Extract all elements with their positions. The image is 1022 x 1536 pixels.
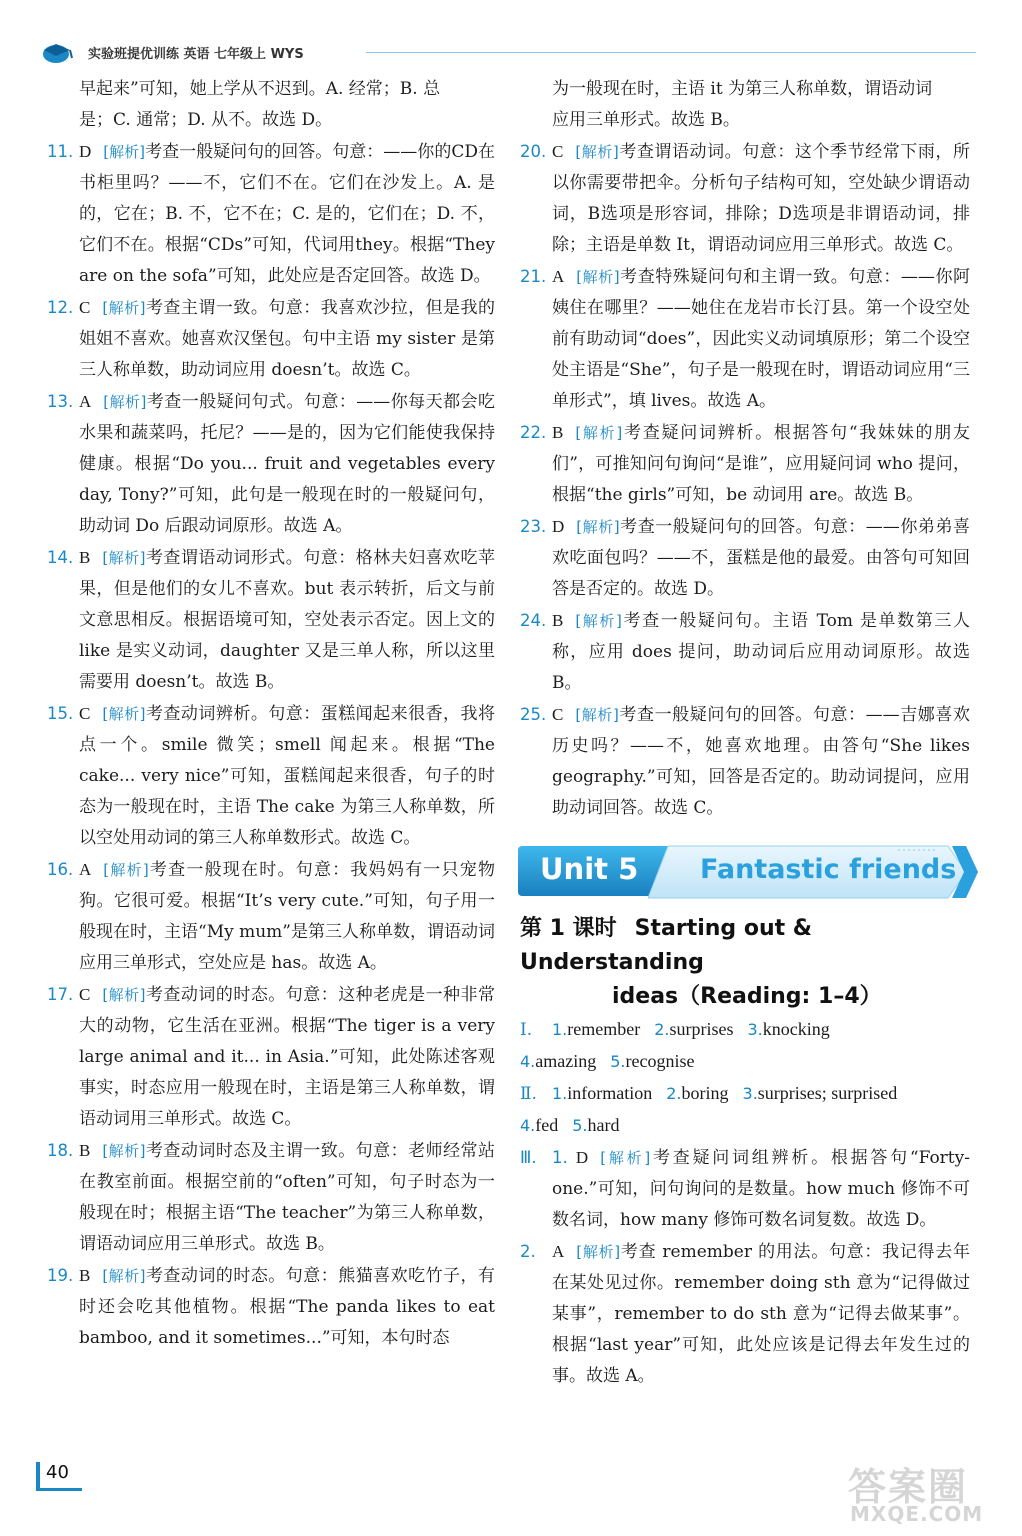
analysis-tag: [解析]	[102, 549, 146, 567]
question-number: 21.	[520, 267, 547, 286]
lesson-title-line2: ideas（Reading: 1–4）	[612, 984, 882, 1009]
analysis-text: 考查 remember 的用法。句意：我记得去年在某处见过你。remember doing sth 意为“记得做过某事”，remember to do sth 意为“记得去做某事”。根据“last year”可知，此处应该是记得去年发生过的事。故选 A。	[552, 1242, 970, 1386]
question-item	[520, 261, 970, 417]
analysis-text: 考查动词的时态。句意：这种老虎是一种非常大的动物，它生活在亚洲。根据“The tiger is a very large animal and it... in Asia.”可知，此处陈述客观事实，时态应用一般现在时，主语是第三人称单数，谓语动词用三单形式。故选 C。	[79, 985, 495, 1129]
question-item	[47, 1260, 495, 1354]
answer-word: knocking	[762, 1019, 830, 1039]
question-number: 15.	[47, 704, 74, 723]
question-number: 25.	[520, 705, 547, 724]
question-item	[47, 136, 495, 292]
page-number-bar	[36, 1462, 40, 1490]
analysis-tag: [解析]	[103, 861, 149, 879]
answer-letter: C	[79, 298, 91, 317]
analysis-tag: [解析]	[103, 393, 147, 411]
watermark-logo	[842, 1456, 1002, 1528]
unit-label: Unit 5	[540, 852, 639, 886]
question-item	[47, 542, 495, 698]
answer-letter: A	[79, 860, 92, 879]
book-title: 实验班提优训练 英语 七年级上 WYS	[88, 47, 304, 62]
analysis-text: 考查一般疑问句式。句意：——你每天都会吃水果和蔬菜吗，托尼？——是的，因为它们能使我保持健康。根据“Do you... fruit and vegetables every day, Tony?”可知，此句是一般现在时的一般疑问句，助动词 Do 后跟动词原形。故选 A。	[79, 392, 495, 536]
answer-word: surprises	[669, 1019, 734, 1039]
question-number: 19.	[47, 1266, 74, 1285]
section-3-item	[520, 1236, 970, 1392]
analysis-text: 考查主谓一致。句意：我喜欢沙拉，但是我的姐姐不喜欢。她喜欢汉堡包。句中主语 my sister 是第三人称单数，助动词应用 doesn’t。故选 C。	[79, 298, 495, 380]
page-number: 40	[46, 1462, 69, 1483]
answer-letter: D	[79, 142, 92, 161]
watermark-text: 答案圈	[848, 1465, 969, 1509]
question-number: 20.	[520, 142, 547, 161]
answer-letter: B	[552, 611, 564, 630]
question-number: 23.	[520, 517, 547, 536]
analysis-tag: [解析]	[102, 986, 146, 1004]
section-1-answers: Ⅰ. 1.remember 2.surprises 3.knocking 4.amazing 5.recognise	[520, 1014, 970, 1078]
unit-title: Fantastic friends	[700, 854, 957, 885]
answer-letter: B	[79, 1141, 91, 1160]
answer-word: surprises; surprised	[757, 1083, 898, 1103]
answer-letter: B	[552, 423, 564, 442]
question-item	[520, 417, 970, 511]
analysis-text: 考查一般疑问句的回答。句意：——你弟弟喜欢吃面包吗？——不，蛋糕是他的最爱。由答句可知回答是否定的。故选 D。	[552, 517, 970, 599]
analysis-tag: [解析]	[576, 268, 620, 286]
answer-letter: A	[552, 267, 565, 286]
answer-letter: D	[575, 1148, 589, 1167]
section-numeral: Ⅲ.	[520, 1148, 537, 1167]
question-number: 18.	[47, 1141, 74, 1160]
answer-word: amazing	[535, 1051, 597, 1071]
analysis-text: 考查特殊疑问句和主谓一致。句意：——你阿姨住在哪里？——她住在龙岩市长汀县。第一个设空处前有助动词“does”，因此实义动词填原形；第二个设空处主语是“She”，句子是一般现在时，谓语动词应用“三单形式”，填 lives。故选 A。	[552, 267, 970, 411]
page-number-box	[36, 1460, 82, 1490]
analysis-tag: [解析]	[102, 299, 146, 317]
question-item	[47, 854, 495, 979]
analysis-text: 考查一般疑问句。主语 Tom 是单数第三人称，应用 does 提问，助动词后应用动词原形。故选 B。	[552, 611, 970, 693]
answer-word: information	[567, 1083, 653, 1103]
unit-banner	[518, 842, 978, 902]
question-item	[47, 292, 495, 386]
analysis-text: 考查一般疑问句的回答。句意：——吉娜喜欢历史吗？——不，她喜欢地理。由答句“She likes geography.”可知，回答是否定的。助动词提问，应用助动词回答。故选 C。	[552, 705, 970, 818]
question-number: 1.	[552, 1148, 568, 1167]
answer-letter: A	[552, 1242, 565, 1261]
answer-word: boring	[681, 1083, 729, 1103]
watermark-url: MXQE.COM	[850, 1502, 984, 1526]
question-item	[520, 699, 970, 824]
question-number: 11.	[47, 142, 74, 161]
question-item	[47, 979, 495, 1135]
question-item	[47, 698, 495, 854]
analysis-tag: [解析]	[575, 706, 619, 724]
analysis-text: 考查一般疑问句的回答。句意：——你的CD在书柜里吗？——不，它们不在。它们在沙发上。A. 是的，它在；B. 不，它不在；C. 是的，它们在；D. 不，它们不在。根据“CDs”可知，代词用they。根据“They are on the sofa”可知，此处应是否定回答。故选 D。	[79, 142, 495, 286]
answer-letter: B	[79, 1266, 91, 1285]
analysis-tag: [解析]	[575, 143, 619, 161]
question-item	[520, 511, 970, 605]
analysis-tag: [解析]	[103, 143, 146, 161]
question-item	[47, 1135, 495, 1260]
answer-letter: C	[552, 142, 564, 161]
question-number: 13.	[47, 392, 74, 411]
analysis-text: 考查谓语动词。句意：这个季节经常下雨，所以你需要带把伞。分析句子结构可知，空处缺少谓语动词，B选项是形容词，排除；D选项是非谓语动词，排除；主语是单数 It，谓语动词应用三单形式。故选 C。	[552, 142, 970, 255]
answer-word: hard	[587, 1115, 620, 1135]
header-rule	[366, 52, 976, 53]
answer-letter: A	[79, 392, 92, 411]
section-2-answers: Ⅱ. 1.information 2.boring 3.surprises; surprised 4.fed 5.hard	[520, 1078, 970, 1142]
section-numeral: Ⅱ.	[520, 1084, 537, 1104]
question-number: 22.	[520, 423, 547, 442]
answer-word: remember	[567, 1019, 641, 1039]
lesson-number: 第 1 课时	[520, 916, 617, 941]
analysis-text: 考查动词的时态。句意：熊猫喜欢吃竹子，有时还会吃其他植物。根据“The panda likes to eat bamboo, and it sometimes...”可知，本句时态	[79, 1266, 495, 1348]
analysis-tag: [解析]	[102, 705, 146, 723]
analysis-tag: [解析]	[102, 1142, 146, 1160]
analysis-text: 考查动词辨析。句意：蛋糕闻起来很香，我将点一个。smile 微笑；smell 闻起来。根据“The cake... very nice”可知，蛋糕闻起来很香，句子的时态为一般现在时，主语 The cake 为第三人称单数，所以空处用动词的第三人称单数形式。故选 C。	[79, 704, 495, 848]
continuation-text: 为一般现在时，主语 it 为第三人称单数，谓语动词 应用三单形式。故选 B。	[552, 79, 933, 130]
analysis-tag: [解析]	[600, 1149, 651, 1167]
question-number: 17.	[47, 985, 74, 1004]
answer-letter: D	[552, 517, 565, 536]
graduation-cap-icon	[40, 40, 78, 64]
section-numeral: Ⅰ.	[520, 1020, 533, 1040]
answer-letter: C	[552, 705, 564, 724]
analysis-text: 考查一般现在时。句意：我妈妈有一只宠物狗。它很可爱。根据“It’s very cute.”可知，句子用一般现在时，主语“My mum”是第三人称单数，谓语动词应用三单形式，空处应是 has。故选 A。	[79, 860, 495, 973]
question-number: 14.	[47, 548, 74, 567]
question-item	[520, 136, 970, 261]
continuation-text: 早起来”可知，她上学从不迟到。A. 经常；B. 总 是；C. 通常；D. 从不。故选 D。	[79, 79, 441, 130]
analysis-text: 考查动词时态及主谓一致。句意：老师经常站在教室前面。根据空前的“often”可知，句子时态为一般现在时；根据主语“The teacher”为第三人称单数，谓语动词应用三单形式。故选 B。	[79, 1141, 495, 1254]
answer-letter: C	[79, 704, 91, 723]
analysis-text: 考查谓语动词形式。句意：格林夫妇喜欢吃苹果，但是他们的女儿不喜欢。but 表示转折，后文与前文意思相反。根据语境可知，空处表示否定。因上文的 like 是实义动词，daughter 又是三单人称，所以这里需要用 doesn’t。故选 B。	[79, 548, 495, 692]
question-number: 2.	[520, 1242, 536, 1261]
right-column	[520, 74, 970, 1392]
analysis-tag: [解析]	[102, 1267, 146, 1285]
analysis-tag: [解析]	[576, 518, 620, 536]
question-item	[520, 605, 970, 699]
question-number: 16.	[47, 860, 74, 879]
answer-word: recognise	[625, 1051, 695, 1071]
lesson-title-line1: Starting out & Understanding	[520, 916, 812, 975]
analysis-text: 考查疑问词组辨析。根据答句“Forty-one.”可知，问句询问的是数量。how much 修饰不可数名词，how many 修饰可数名词复数。故选 D。	[552, 1148, 970, 1230]
page-header	[36, 38, 976, 66]
answer-letter: B	[79, 548, 91, 567]
left-column	[47, 74, 495, 1354]
analysis-tag: [解析]	[576, 1243, 621, 1261]
section-3-item	[520, 1142, 970, 1236]
question-number: 24.	[520, 611, 547, 630]
analysis-tag: [解析]	[575, 612, 622, 630]
question-item	[47, 386, 495, 542]
answer-letter: C	[79, 985, 91, 1004]
lesson-heading	[520, 912, 970, 1014]
analysis-text: 考查疑问词辨析。根据答句“我妹妹的朋友们”，可推知问句询问“是谁”，应用疑问词 who 提问，根据“the girls”可知，be 动词用 are。故选 B。	[552, 423, 970, 505]
analysis-tag: [解析]	[575, 424, 623, 442]
page-number-underline	[36, 1488, 82, 1491]
answer-word: fed	[535, 1115, 559, 1135]
question-number: 12.	[47, 298, 74, 317]
